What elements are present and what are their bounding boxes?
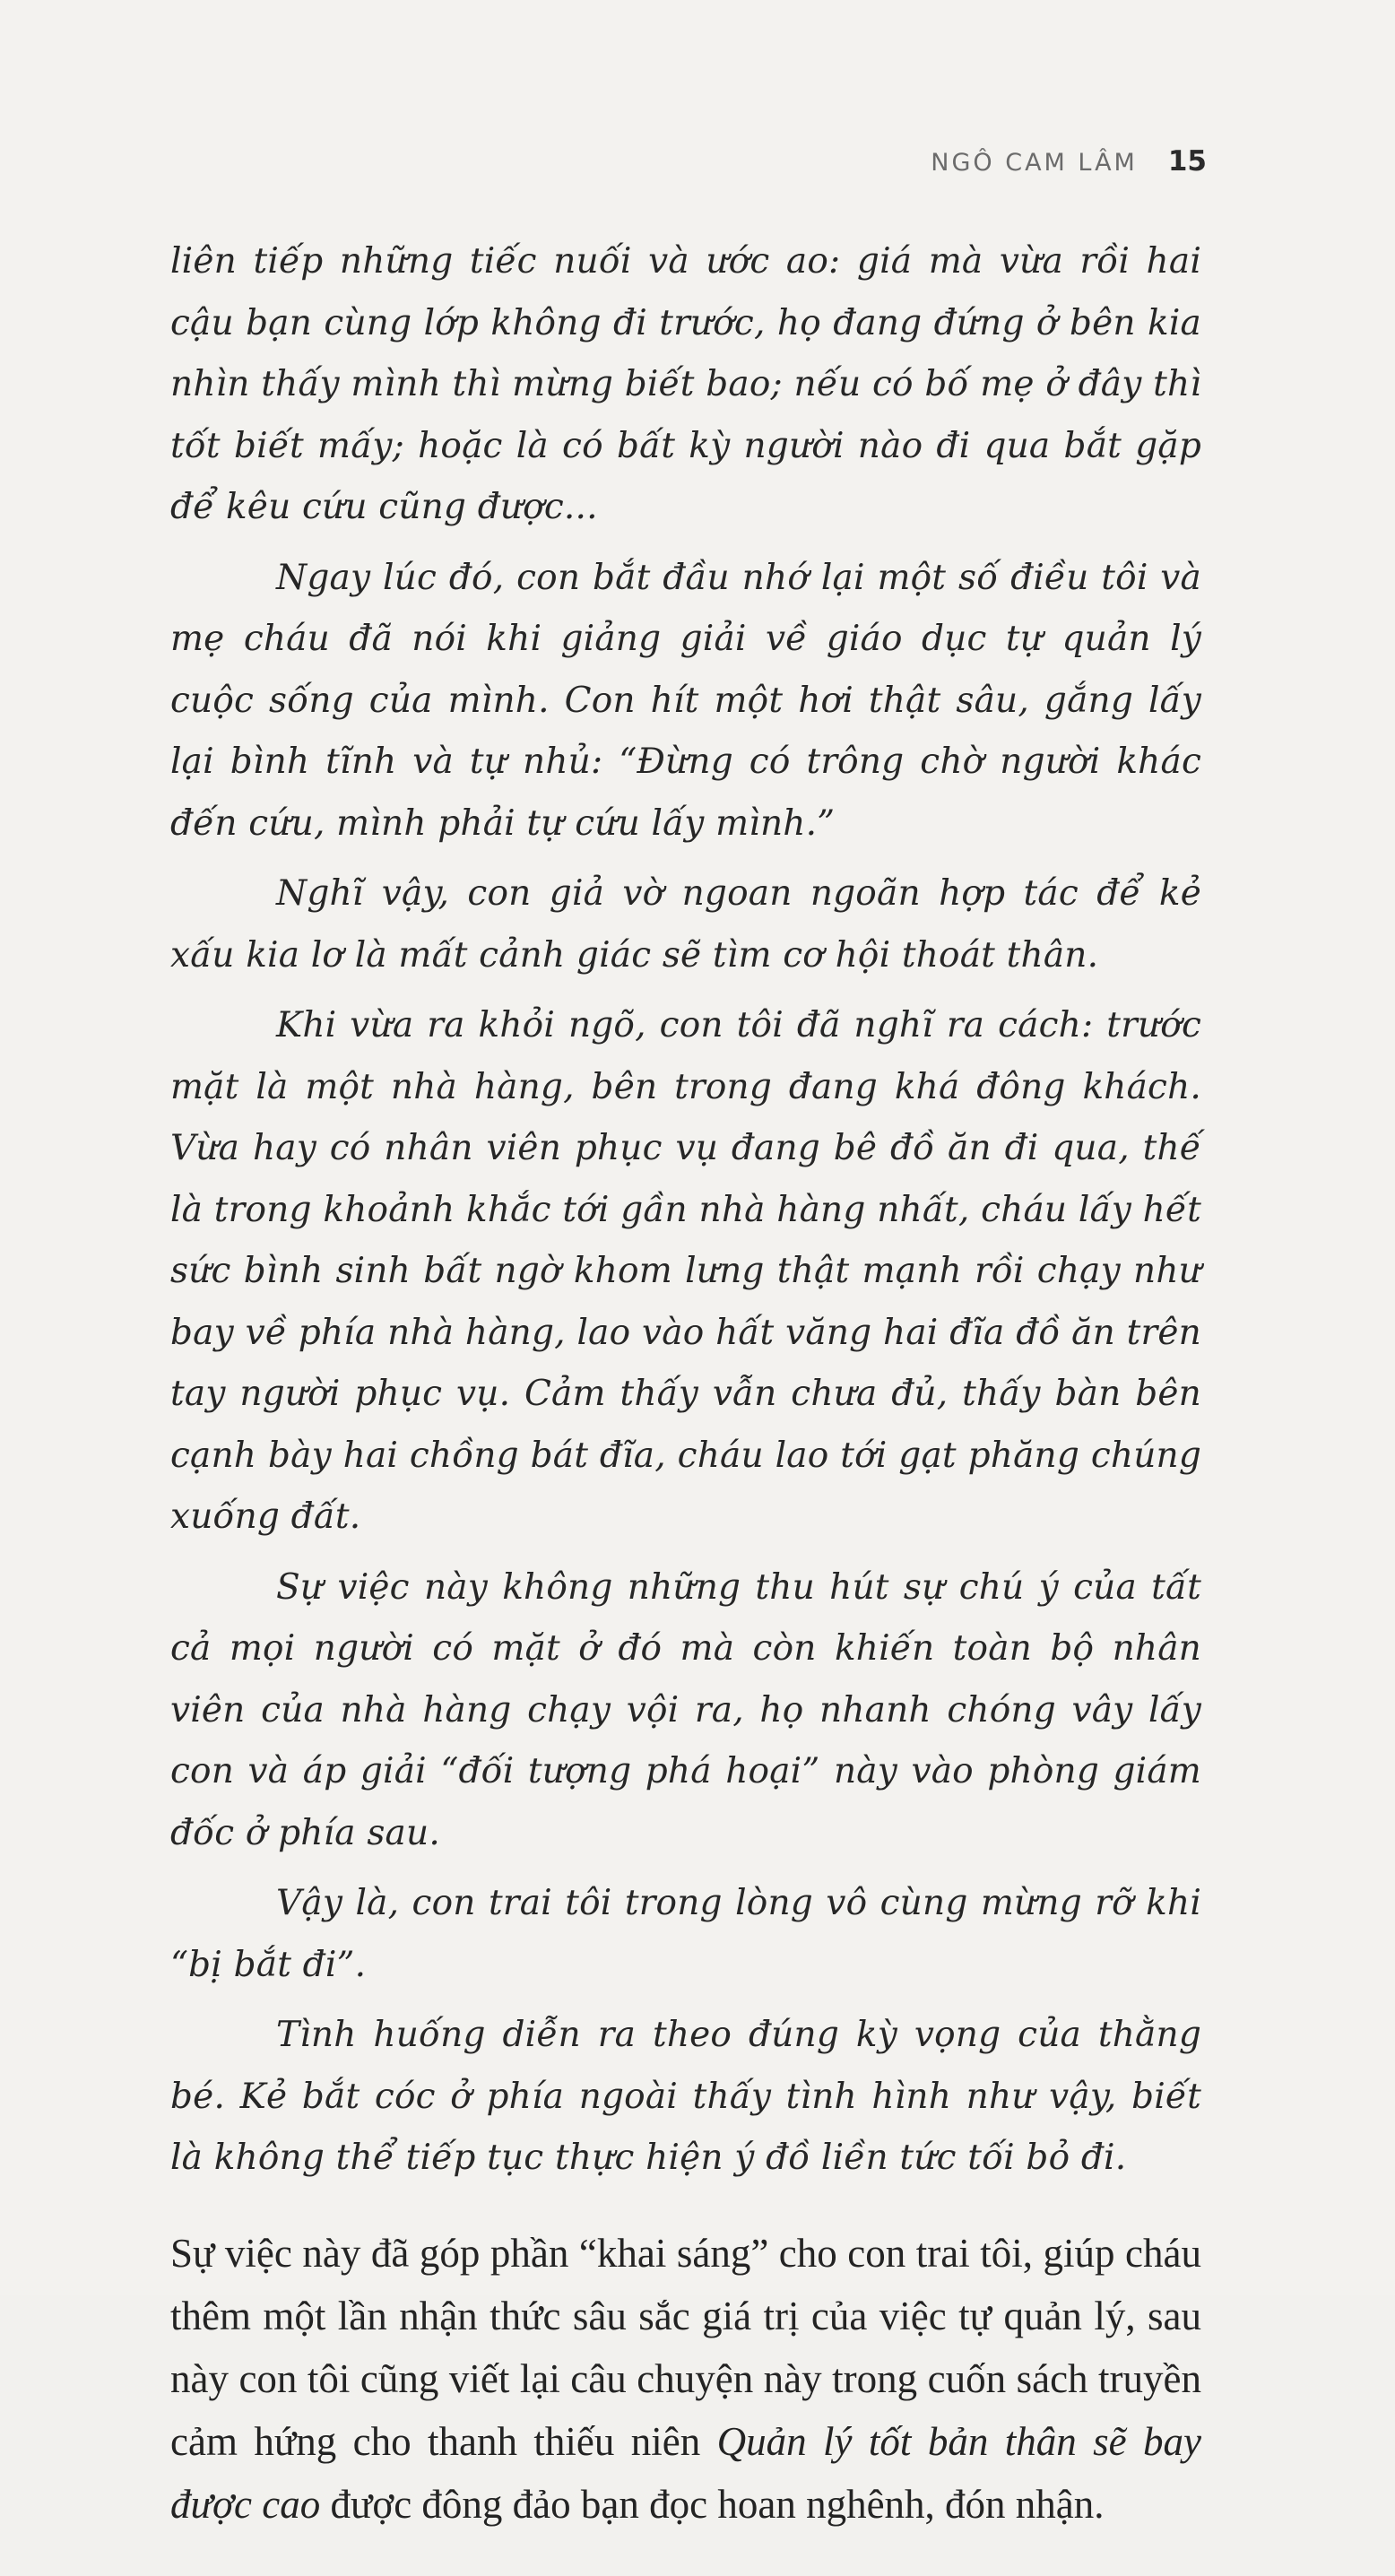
quote-paragraph: Tình huống diễn ra theo đúng kỳ vọng của thằng bé. Kẻ bắt cóc ở phía ngoài thấy tình hình như vậy, biết là không thể tiếp tục thực hiện ý đồ liền tức tối bỏ đi.	[170, 2015, 1201, 2178]
header-author: NGÔ CAM LÂM	[931, 149, 1138, 177]
quote-paragraph: Nghĩ vậy, con giả vờ ngoan ngoãn hợp tác để kẻ xấu kia lơ là mất cảnh giác sẽ tìm cơ hội thoát thân.	[170, 873, 1201, 976]
quote-paragraph: Sự việc này không những thu hút sự chú ý của tất cả mọi người có mặt ở đó mà còn khiến toàn bộ nhân viên của nhà hàng chạy vội ra, họ nhanh chóng vây lấy con và áp giải “đối tượng phá hoại” này vào phòng giám đốc ở phía sau.	[170, 1566, 1201, 1853]
quote-paragraph: Ngay lúc đó, con bắt đầu nhớ lại một số điều tôi và mẹ cháu đã nói khi giảng giải về giáo dục tự quản lý cuộc sống của mình. Con hít một hơi thật sâu, gắng lấy lại bình tĩnh và tự nhủ: “Đừng có trông chờ người khác đến cứu, mình phải tự cứu lấy mình.”	[170, 557, 1201, 844]
body-paragraph	[170, 2222, 1201, 2536]
quote-paragraph: Khi vừa ra khỏi ngõ, con tôi đã nghĩ ra cách: trước mặt là một nhà hàng, bên trong đang khá đông khách. Vừa hay có nhân viên phục vụ đang bê đồ ăn đi qua, thế là trong khoảnh khắc tới gần nhà hàng nhất, cháu lấy hết sức bình sinh bất ngờ khom lưng thật mạnh rồi chạy như bay về phía nhà hàng, lao vào hất văng hai đĩa đồ ăn trên tay người phục vụ. Cảm thấy vẫn chưa đủ, thấy bàn bên cạnh bày hai chồng bát đĩa, cháu lao tới gạt phăng chúng xuống đất.	[170, 1005, 1201, 1537]
running-header	[931, 145, 1207, 178]
quote-paragraph: Vậy là, con trai tôi trong lòng vô cùng mừng rỡ khi “bị bắt đi”.	[170, 1883, 1201, 1985]
body-text-after: được đông đảo bạn đọc hoan nghênh, đón nhận.	[320, 2481, 1105, 2527]
body-text-before: Sự việc này đã góp phần “khai sáng” cho con trai tôi, giúp cháu thêm một lần nhận thức sâu sắc giá trị của việc tự quản lý, sau này con tôi cũng viết lại câu chuyện này trong cuốn sách truyền cảm hứng cho thanh thiếu niên	[170, 2230, 1201, 2464]
quoted-passage	[170, 231, 1201, 2190]
book-title: Quản lý tốt bản thân sẽ bay được cao	[170, 2418, 1201, 2527]
page-text	[170, 231, 1201, 2576]
quote-paragraph: liên tiếp những tiếc nuối và ước ao: giá mà vừa rồi hai cậu bạn cùng lớp không đi trước, họ đang đứng ở bên kia nhìn thấy mình thì mừng biết bao; nếu có bố mẹ ở đây thì tốt biết mấy; hoặc là có bất kỳ người nào đi qua bắt gặp để kêu cứu cũng được...	[170, 241, 1201, 527]
page-number: 15	[1167, 145, 1207, 178]
